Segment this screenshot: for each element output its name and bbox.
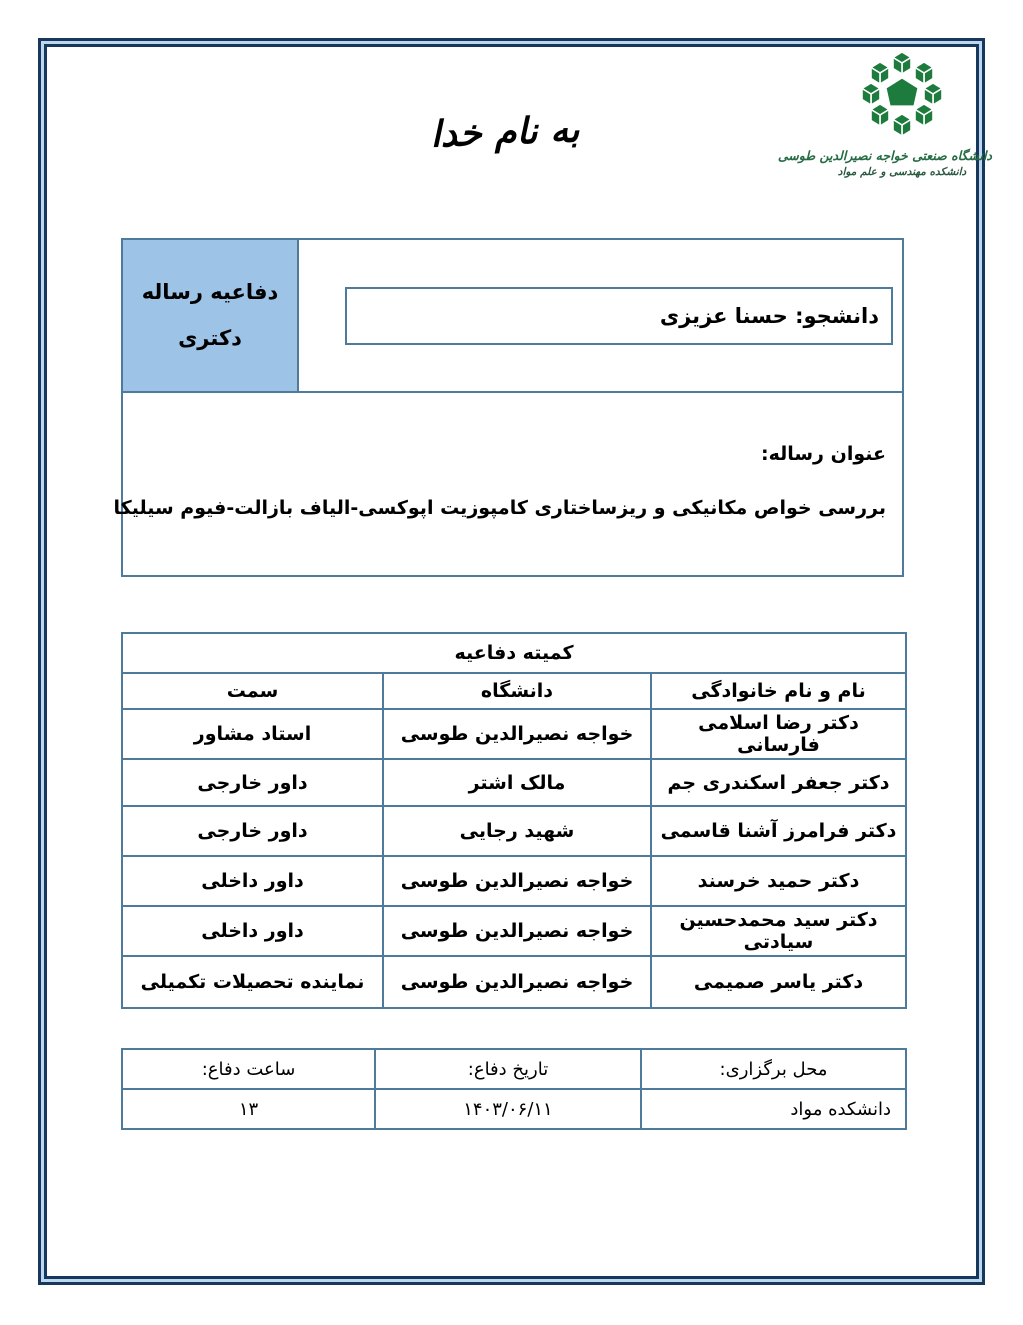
member-name-cell: دکتر حمید خرسند bbox=[651, 856, 906, 906]
member-name-cell: دکتر جعفر اسکندری جم bbox=[651, 759, 906, 806]
member-university-cell: خواجه نصیرالدین طوسی bbox=[383, 956, 651, 1008]
table-row bbox=[122, 956, 906, 1008]
member-name-cell: دکتر رضا اسلامی فارسانی bbox=[651, 709, 906, 759]
member-role-cell: داور خارجی bbox=[122, 759, 383, 806]
member-role-cell: نماینده تحصیلات تکمیلی bbox=[122, 956, 383, 1008]
faculty-name: دانشکده مهندسی و علم مواد bbox=[837, 166, 967, 178]
member-role-cell: داور داخلی bbox=[122, 906, 383, 956]
student-area bbox=[299, 240, 902, 391]
date-label-cell: تاریخ دفاع: bbox=[375, 1049, 641, 1089]
time-value-cell: ۱۳ bbox=[122, 1089, 375, 1129]
member-university-cell: خواجه نصیرالدین طوسی bbox=[383, 856, 651, 906]
thesis-title-label: عنوان رساله: bbox=[760, 443, 886, 465]
schedule-table bbox=[121, 1048, 905, 1130]
header-section bbox=[121, 238, 904, 393]
header-university-cell: دانشگاه bbox=[383, 673, 651, 709]
member-role-cell: داور داخلی bbox=[122, 856, 383, 906]
table-row bbox=[122, 759, 906, 806]
member-role-cell: داور خارجی bbox=[122, 806, 383, 856]
member-university-cell: شهید رجایی bbox=[383, 806, 651, 856]
committee-title-row bbox=[122, 633, 906, 673]
member-role-cell: استاد مشاور bbox=[122, 709, 383, 759]
header-role-cell: سمت bbox=[122, 673, 383, 709]
time-label-cell: ساعت دفاع: bbox=[122, 1049, 375, 1089]
student-name-box: دانشجو: حسنا عزیزی bbox=[345, 287, 893, 345]
schedule-value-row bbox=[122, 1089, 906, 1129]
thesis-title-section bbox=[113, 393, 904, 577]
header-name-cell: نام و نام خانوادگی bbox=[651, 673, 906, 709]
location-label-cell: محل برگزاری: bbox=[641, 1049, 906, 1089]
member-university-cell: مالک اشتر bbox=[383, 759, 651, 806]
university-logo-icon bbox=[844, 48, 960, 146]
university-logo-block bbox=[777, 48, 992, 178]
location-value-cell: دانشکده مواد bbox=[641, 1089, 906, 1129]
member-name-cell: دکتر سید محمدحسین سیادتی bbox=[651, 906, 906, 956]
table-row bbox=[122, 906, 906, 956]
member-university-cell: خواجه نصیرالدین طوسی bbox=[383, 709, 651, 759]
committee-table bbox=[121, 632, 905, 1009]
member-name-cell: دکتر فرامرز آشنا قاسمی bbox=[651, 806, 906, 856]
member-name-cell: دکتر یاسر صمیمی bbox=[651, 956, 906, 1008]
date-value-cell: ۱۴۰۳/۰۶/۱۱ bbox=[375, 1089, 641, 1129]
table-row bbox=[122, 856, 906, 906]
member-university-cell: خواجه نصیرالدین طوسی bbox=[383, 906, 651, 956]
bismillah-calligraphy: به نام خدا bbox=[429, 109, 581, 156]
university-name: دانشگاه صنعتی خواجه نصیرالدین طوسی bbox=[777, 148, 992, 163]
committee-header-row bbox=[122, 673, 906, 709]
thesis-title-text: بررسی خواص مکانیکی و ریزساختاری کامپوزیت اپوکسی-الیاف بازالت-فیوم سیلیکا bbox=[113, 497, 886, 519]
defense-type-badge: دفاعیه رساله دکتری bbox=[123, 240, 299, 391]
schedule-header-row bbox=[122, 1049, 906, 1089]
table-row bbox=[122, 709, 906, 759]
table-row bbox=[122, 806, 906, 856]
committee-title-cell: کمیته دفاعیه bbox=[122, 633, 906, 673]
